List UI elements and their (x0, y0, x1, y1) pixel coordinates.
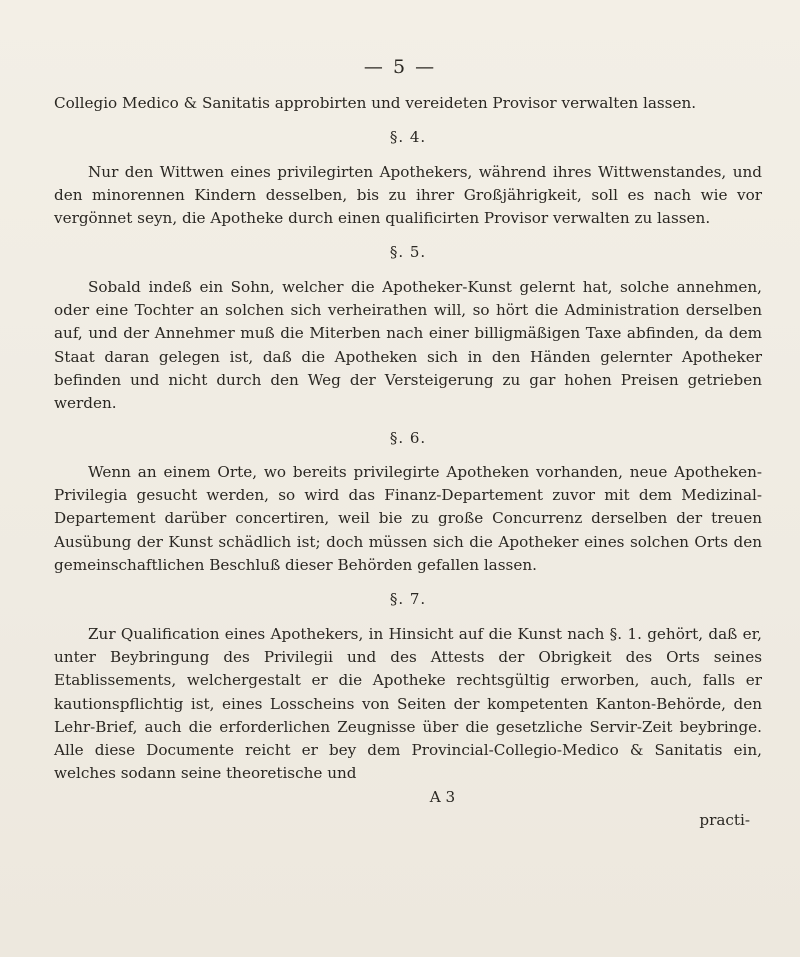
page-footer (54, 786, 762, 833)
intro-paragraph: Collegio Medico & Sanitatis approbirten und vereideten Provisor verwalten lassen. (54, 94, 697, 112)
section-heading-5: §. 5. (389, 243, 427, 262)
section-heading-4: §. 4. (389, 128, 427, 147)
section-heading-6: §. 6. (389, 428, 427, 447)
page-number: — 5 — (363, 56, 437, 78)
body-text (54, 92, 762, 832)
section-heading-7: §. 7. (389, 590, 427, 609)
section-paragraph-6: Wenn an einem Orte, wo bereits privilegirte Apotheken vorhanden, neue Apotheken-Privilegia gesucht werden, so wird das Finanz-Departement zuvor mit dem Medizinal-Departement darüber concertiren, weil bie zu große Concurrenz derselben der treuen Ausübung der Kunst schädlich ist; doch müssen sich die Apotheker eines solchen Orts den gemeinschaftlichen Beschluß dieser Behörden gefallen lassen. (54, 462, 762, 575)
catchword: practi- (699, 811, 750, 830)
signature-mark: A 3 (429, 787, 456, 806)
section-paragraph-4: Nur den Wittwen eines privilegirten Apothekers, während ihres Wittwenstandes, und den minorennen Kindern desselben, bis zu ihrer Großjährigkeit, soll es nach wie vor vergönnet seyn, die Apotheke durch einen qualificirten Provisor verwalten zu lassen. (54, 162, 762, 228)
section-paragraph-7: Zur Qualification eines Apothekers, in Hinsicht auf die Kunst nach §. 1. gehört, daß er, unter Beybringung des Privilegii und des Attests der Obrigkeit des Orts seines Etablissements, welchergestalt er die Apotheke rechtsgültig erworben, auch, falls er kautionspflichtig ist, eines Losscheins von Seiten der kompetenten Kanton-Behörde, den Lehr-Brief, auch die erforderlichen Zeugnisse über die gesetzliche Servir-Zeit beybringe. Alle diese Documente reicht er bey dem Provincial-Collegio-Medico & Sanitatis ein, welches sodann seine theoretische und (54, 624, 762, 783)
section-paragraph-5: Sobald indeß ein Sohn, welcher die Apotheker-Kunst gelernt hat, solche annehmen, oder eine Tochter an solchen sich verheirathen will, so hört die Administration derselben auf, und der Annehmer muß die Miterben nach einer billigmäßigen Taxe abfinden, da dem Staat daran gelegen ist, daß die Apotheken sich in den Händen gelernter Apotheker befinden und nicht durch den Weg der Versteigerung zu gar hohen Preisen getrieben werden. (54, 277, 762, 413)
